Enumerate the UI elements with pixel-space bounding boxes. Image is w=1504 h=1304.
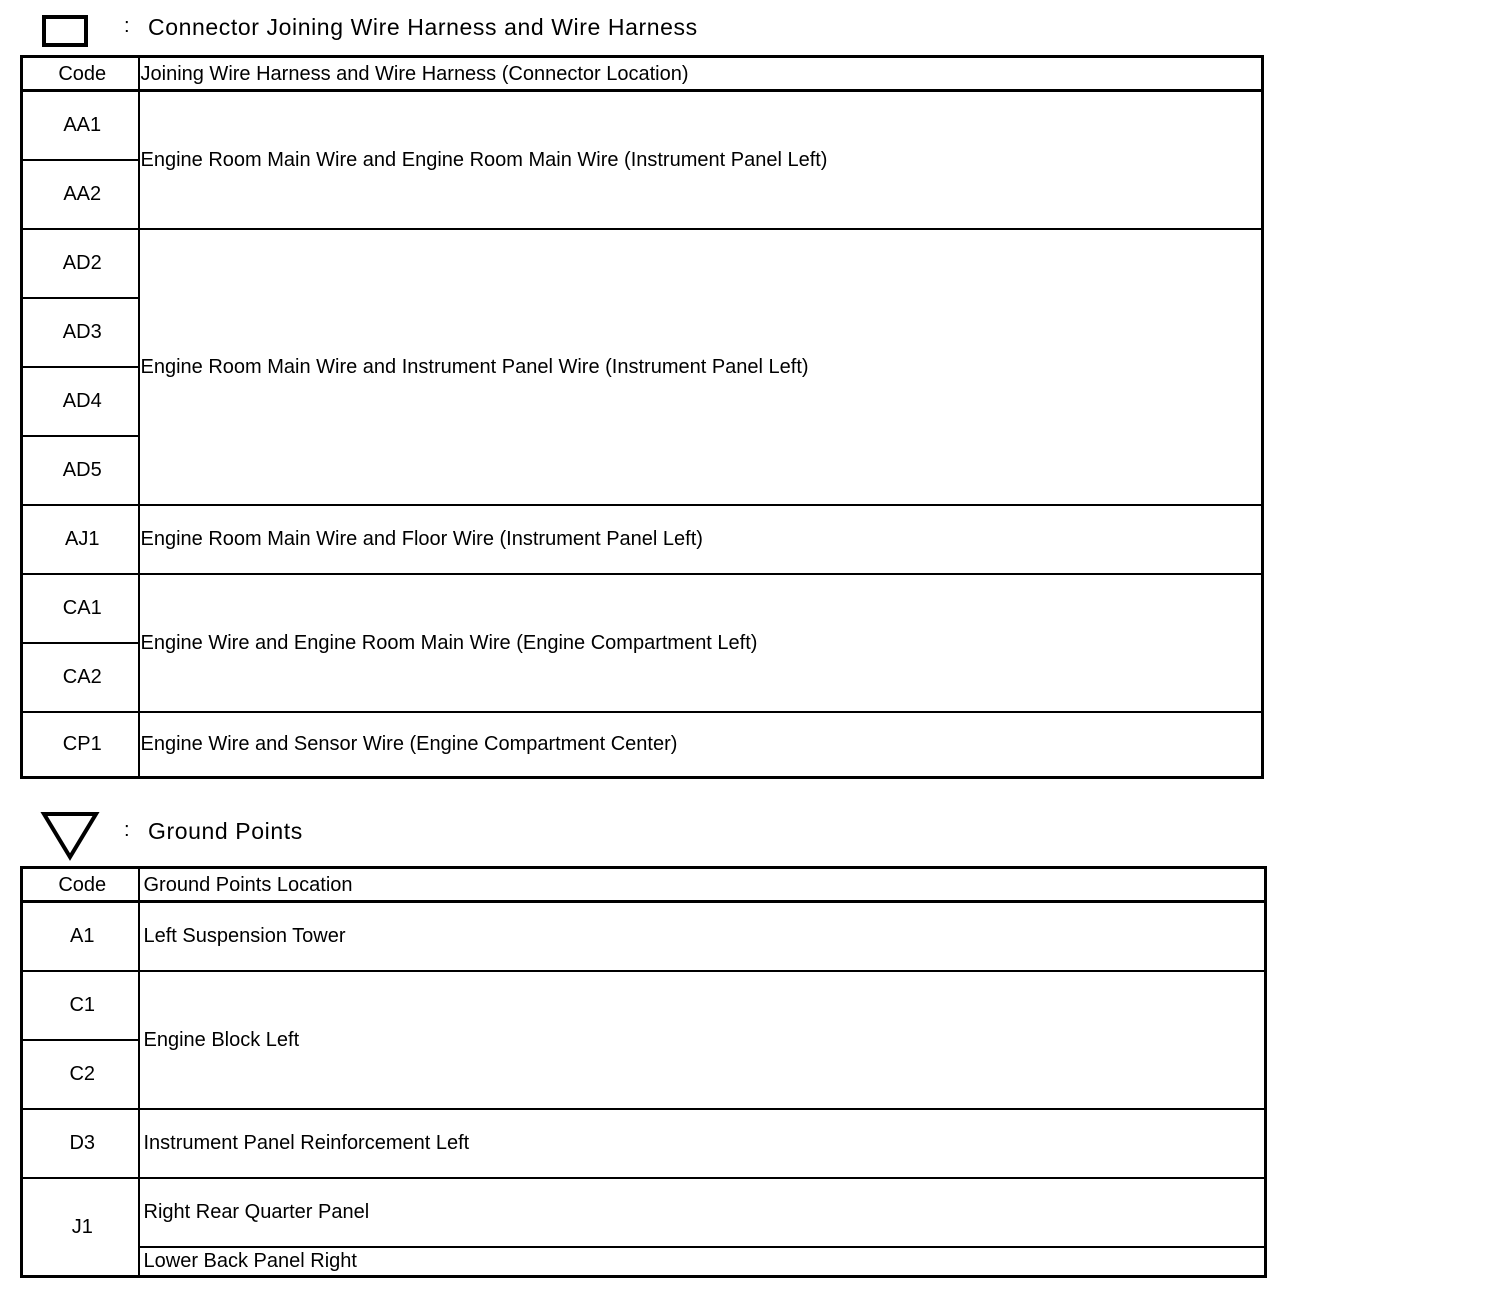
ground-legend: [0, 808, 900, 858]
table-row: [22, 574, 1263, 643]
code-header: Code: [22, 868, 139, 902]
connector-table: [20, 55, 1264, 779]
legend-colon: :: [124, 819, 130, 841]
ground-location: Lower Back Panel Right: [139, 1247, 1266, 1277]
connector-code: AJ1: [22, 505, 139, 574]
ground-code: C1: [22, 971, 139, 1040]
table-header-row: [22, 57, 1263, 91]
ground-location: Right Rear Quarter Panel: [139, 1178, 1266, 1247]
table-header-row: [22, 868, 1266, 902]
connector-code: AD2: [22, 229, 139, 298]
connector-description: Engine Room Main Wire and Engine Room Main Wire (Instrument Panel Left): [139, 91, 1263, 229]
table-row: [22, 229, 1263, 298]
connector-code: AA2: [22, 160, 139, 229]
connector-description: Engine Wire and Sensor Wire (Engine Compartment Center): [139, 712, 1263, 778]
connector-code: AD3: [22, 298, 139, 367]
table-row: [22, 505, 1263, 574]
connector-description: Engine Room Main Wire and Instrument Panel Wire (Instrument Panel Left): [139, 229, 1263, 505]
table-row: [22, 91, 1263, 160]
connector-legend-title: Connector Joining Wire Harness and Wire Harness: [148, 14, 698, 40]
connector-code: AD5: [22, 436, 139, 505]
table-row: [22, 971, 1266, 1040]
table-row: [22, 1178, 1266, 1247]
ground-code: C2: [22, 1040, 139, 1109]
legend-colon: :: [124, 15, 130, 37]
ground-code: J1: [22, 1178, 139, 1277]
table-row: [22, 902, 1266, 971]
code-header: Code: [22, 57, 139, 91]
connector-description: Engine Wire and Engine Room Main Wire (Engine Compartment Left): [139, 574, 1263, 712]
ground-code: D3: [22, 1109, 139, 1178]
connector-description: Engine Room Main Wire and Floor Wire (Instrument Panel Left): [139, 505, 1263, 574]
table-row: [22, 1109, 1266, 1178]
ground-location: Instrument Panel Reinforcement Left: [139, 1109, 1266, 1178]
description-header: Ground Points Location: [139, 868, 1266, 902]
connector-legend: [0, 8, 900, 58]
square-icon: [42, 15, 88, 49]
ground-legend-title: Ground Points: [148, 818, 303, 844]
connector-code: AA1: [22, 91, 139, 160]
table-row: [22, 1247, 1266, 1277]
ground-location: Engine Block Left: [139, 971, 1266, 1109]
ground-location: Left Suspension Tower: [139, 902, 1266, 971]
ground-code: A1: [22, 902, 139, 971]
connector-code: CA2: [22, 643, 139, 712]
ground-points-table: [20, 866, 1267, 1278]
down-triangle-icon: [40, 810, 100, 862]
connector-code: AD4: [22, 367, 139, 436]
table-row: [22, 712, 1263, 778]
connector-code: CP1: [22, 712, 139, 778]
description-header: Joining Wire Harness and Wire Harness (Connector Location): [139, 57, 1263, 91]
connector-code: CA1: [22, 574, 139, 643]
